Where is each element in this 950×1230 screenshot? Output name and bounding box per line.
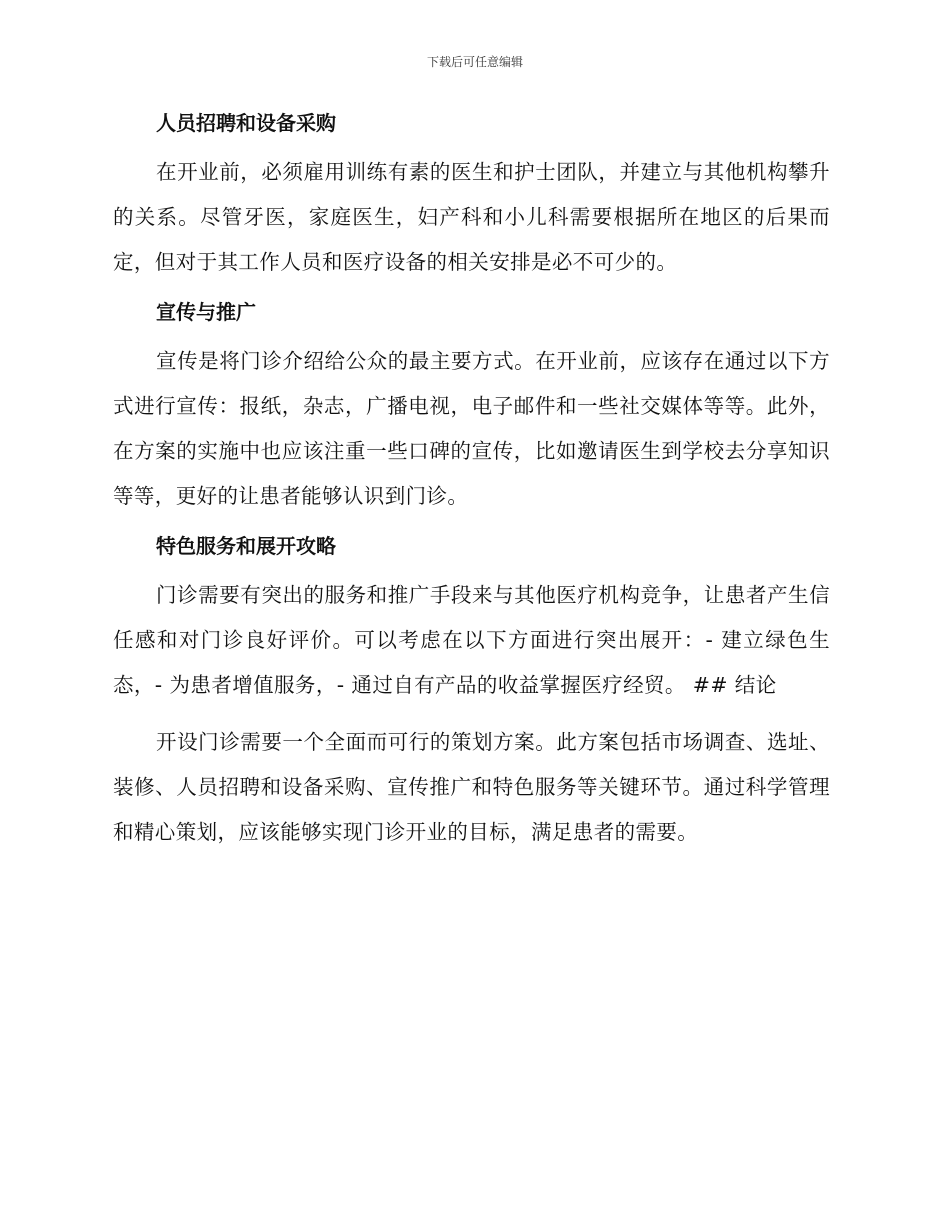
section-paragraph-staffing: 在开业前，必须雇用训练有素的医生和护士团队，并建立与其他机构攀升的关系。尽管牙医，家庭医生，妇产科和小儿科需要根据所在地区的后果而定，但对于其工作人员和医疗设备的相关安排是必不可少的。: [113, 160, 830, 274]
document-body: [113, 108, 830, 867]
section-heading-staffing: 人员招聘和设备采购: [156, 111, 336, 135]
conclusion-paragraph: 开设门诊需要一个全面而可行的策划方案。此方案包括市场调查、选址、装修、人员招聘和设备采购、宣传推广和特色服务等关键环节。通过科学管理和精心策划，应该能够实现门诊开业的目标，满足患者的需要。: [113, 730, 830, 844]
section-heading-promotion: 宣传与推广: [156, 300, 256, 324]
section-heading-special-services: 特色服务和展开攻略: [156, 534, 336, 558]
page-header: 下载后可任意编辑: [426, 55, 523, 69]
section-paragraph-special-services: 门诊需要有突出的服务和推广手段来与其他医疗机构竞争，让患者产生信任感和对门诊良好评价。可以考虑在以下方面进行突出展开：- 建立绿色生态，- 为患者增值服务，- 通过自有产品的收益掌握医疗经贸。 ## 结论: [113, 583, 830, 697]
section-paragraph-promotion: 宣传是将门诊介绍给公众的最主要方式。在开业前，应该存在通过以下方式进行宣传：报纸，杂志，广播电视，电子邮件和一些社交媒体等等。此外，在方案的实施中也应该注重一些口碑的宣传，比如邀请医生到学校去分享知识等等，更好的让患者能够认识到门诊。: [113, 349, 830, 508]
